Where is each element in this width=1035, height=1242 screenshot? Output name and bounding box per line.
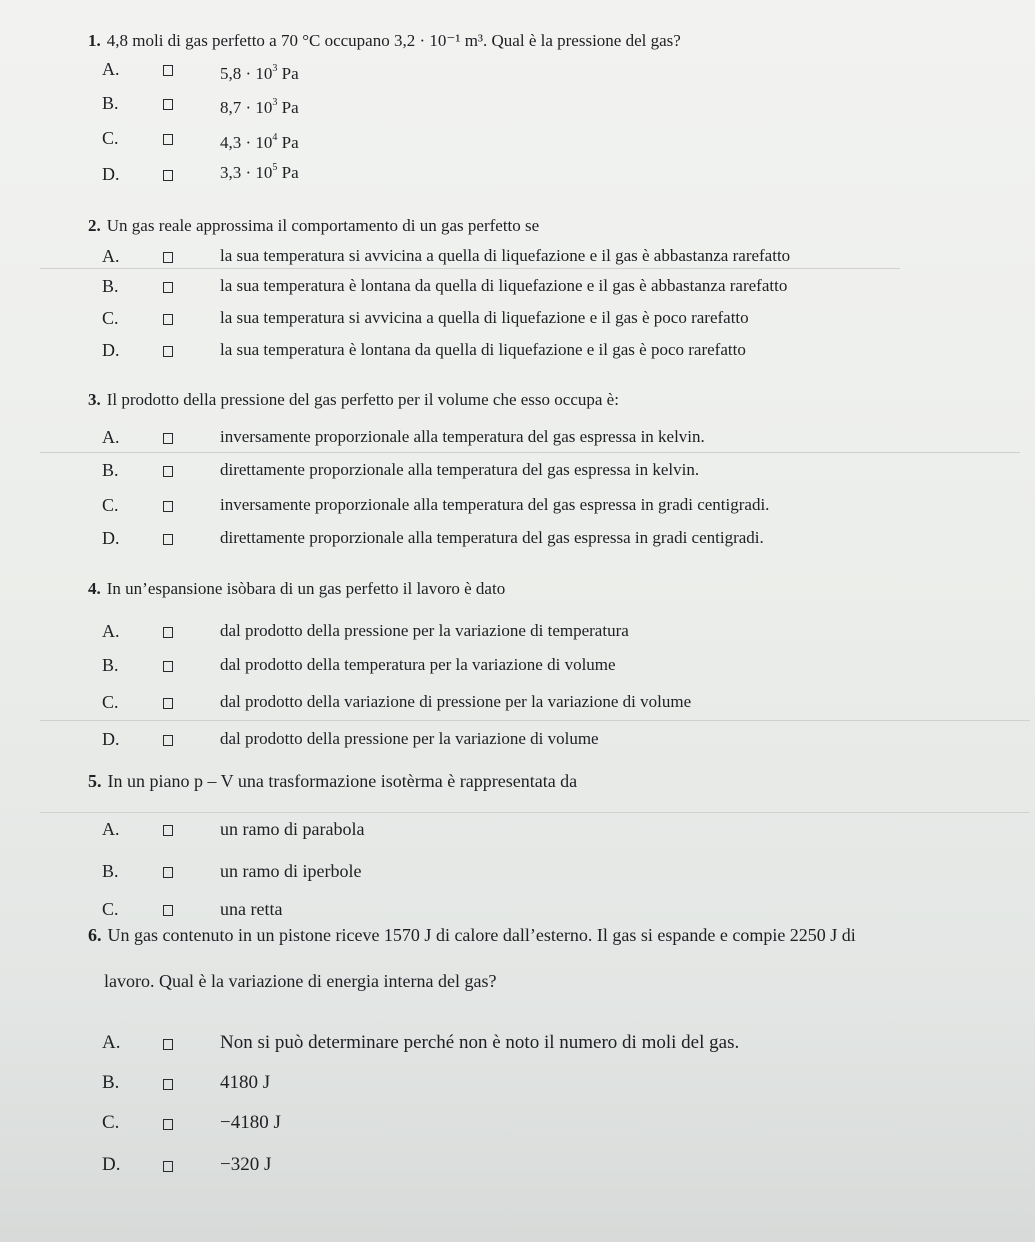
question-number: 4. [88, 579, 101, 598]
option-letter: D. [102, 164, 120, 184]
option-c[interactable] [0, 125, 1035, 159]
option-exponent: 4 [272, 132, 278, 143]
question-number: 2. [88, 216, 101, 235]
divider [40, 812, 1030, 813]
option-text: inversamente proporzionale alla temperatura del gas espressa in kelvin. [220, 427, 705, 446]
option-letter: D. [102, 729, 120, 749]
checkbox[interactable] [163, 501, 173, 512]
option-text: 4180 J [220, 1072, 271, 1093]
option-b[interactable] [0, 457, 1035, 491]
option-letter: C. [102, 495, 119, 515]
option-a[interactable] [0, 424, 1035, 458]
option-letter: D. [102, 528, 120, 548]
checkbox[interactable] [163, 534, 173, 545]
option-letter: B. [102, 93, 119, 113]
option-text [220, 155, 299, 186]
option-text: dal prodotto della temperatura per la variazione di volume [220, 655, 616, 674]
question-label: Un gas contenuto in un pistone riceve 1570 J di calore dall’esterno. Il gas si espande e compie 2250 J di [107, 925, 856, 945]
checkbox[interactable] [163, 825, 173, 836]
checkbox[interactable] [163, 99, 173, 110]
option-text: direttamente proporzionale alla temperatura del gas espressa in gradi centigradi. [220, 528, 764, 547]
option-a[interactable] [0, 56, 1035, 90]
option-letter: B. [102, 861, 119, 881]
question-text [88, 920, 856, 950]
option-exponent: 3 [272, 63, 278, 74]
checkbox[interactable] [163, 661, 173, 672]
option-c[interactable] [0, 1110, 1035, 1144]
option-b[interactable] [0, 90, 1035, 124]
option-letter: A. [102, 1032, 121, 1053]
option-exponent: 5 [272, 162, 278, 173]
option-unit: Pa [277, 133, 299, 152]
checkbox[interactable] [163, 466, 173, 477]
option-text: dal prodotto della pressione per la variazione di volume [220, 729, 599, 748]
option-b[interactable] [0, 1070, 1035, 1104]
question-label: Un gas reale approssima il comportamento di un gas perfetto se [106, 216, 540, 235]
question-text [88, 213, 539, 239]
option-letter: A. [102, 59, 120, 79]
option-letter: A. [102, 246, 120, 266]
option-text [220, 125, 299, 156]
question-text [88, 576, 505, 602]
checkbox[interactable] [163, 346, 173, 357]
question-label: Il prodotto della pressione del gas perfetto per il volume che esso occupa è: [106, 390, 619, 409]
option-b[interactable] [0, 858, 1035, 892]
question-number: 3. [88, 390, 101, 409]
option-text: la sua temperatura si avvicina a quella di liquefazione e il gas è abbastanza rarefatto [220, 246, 791, 265]
option-letter: C. [102, 1112, 120, 1133]
option-letter: D. [102, 1154, 121, 1175]
option-mantissa: 5,8 · 10 [220, 64, 273, 83]
option-exponent: 3 [272, 97, 278, 108]
option-d[interactable] [0, 726, 1035, 760]
option-d[interactable] [0, 337, 1035, 371]
question-number: 6. [88, 925, 102, 945]
option-text [220, 56, 299, 87]
option-unit: Pa [277, 163, 299, 182]
checkbox[interactable] [163, 314, 173, 325]
option-letter: B. [102, 460, 119, 480]
option-a[interactable] [0, 1030, 1035, 1064]
option-text: una retta [220, 899, 283, 919]
option-d[interactable] [0, 1152, 1035, 1186]
checkbox[interactable] [163, 867, 173, 878]
option-unit: Pa [277, 64, 299, 83]
checkbox[interactable] [163, 905, 173, 916]
option-d[interactable] [0, 525, 1035, 559]
question-label: 4,8 moli di gas perfetto a 70 °C occupano 3,2 · 10⁻¹ m³. Qual è la pressione del gas? [106, 31, 681, 50]
checkbox[interactable] [163, 65, 173, 76]
question-text [88, 387, 619, 413]
option-b[interactable] [0, 273, 1035, 307]
checkbox[interactable] [163, 282, 173, 293]
option-text: la sua temperatura si avvicina a quella di liquefazione e il gas è poco rarefatto [220, 308, 749, 327]
question-number: 5. [88, 771, 102, 791]
question-text-line2: lavoro. Qual è la variazione di energia interna del gas? [104, 971, 497, 991]
option-text: −320 J [220, 1154, 272, 1175]
question-label: In un piano p – V una trasformazione isotèrma è rappresentata da [107, 771, 578, 791]
checkbox[interactable] [163, 1161, 173, 1172]
checkbox[interactable] [163, 170, 173, 181]
option-d[interactable] [0, 161, 1035, 195]
option-letter: C. [102, 899, 119, 919]
option-text: dal prodotto della pressione per la variazione di temperatura [220, 621, 629, 640]
checkbox[interactable] [163, 698, 173, 709]
option-text: un ramo di parabola [220, 819, 365, 839]
option-letter: B. [102, 276, 119, 296]
option-text: la sua temperatura è lontana da quella di liquefazione e il gas è poco rarefatto [220, 340, 746, 359]
option-text [220, 90, 299, 121]
option-b[interactable] [0, 652, 1035, 686]
option-text: la sua temperatura è lontana da quella di liquefazione e il gas è abbastanza rarefatto [220, 276, 788, 295]
checkbox[interactable] [163, 134, 173, 145]
option-letter: A. [102, 621, 120, 641]
option-text: inversamente proporzionale alla temperatura del gas espressa in gradi centigradi. [220, 495, 770, 514]
question-text [88, 28, 681, 54]
question-label: In un’espansione isòbara di un gas perfetto il lavoro è dato [106, 579, 506, 598]
option-mantissa: 4,3 · 10 [220, 133, 273, 152]
option-text: un ramo di iperbole [220, 861, 362, 881]
checkbox[interactable] [163, 252, 173, 263]
option-letter: B. [102, 655, 119, 675]
option-text: Non si può determinare perché non è noto il numero di moli del gas. [220, 1032, 740, 1053]
option-text: −4180 J [220, 1112, 281, 1133]
checkbox[interactable] [163, 1039, 173, 1050]
option-letter: C. [102, 692, 119, 712]
option-c[interactable] [0, 492, 1035, 526]
option-letter: A. [102, 427, 120, 447]
option-a[interactable] [0, 618, 1035, 652]
option-letter: A. [102, 819, 120, 839]
option-a[interactable] [0, 816, 1035, 850]
option-text: dal prodotto della variazione di pressione per la variazione di volume [220, 692, 692, 711]
question-text [88, 768, 577, 794]
option-letter: D. [102, 340, 120, 360]
option-text: direttamente proporzionale alla temperatura del gas espressa in kelvin. [220, 460, 700, 479]
option-a[interactable] [0, 243, 1035, 277]
option-unit: Pa [277, 98, 299, 117]
option-c[interactable] [0, 689, 1035, 723]
question-number: 1. [88, 31, 101, 50]
option-letter: C. [102, 308, 119, 328]
checkbox[interactable] [163, 1079, 173, 1090]
checkbox[interactable] [163, 735, 173, 746]
option-letter: C. [102, 128, 119, 148]
option-mantissa: 8,7 · 10 [220, 98, 273, 117]
option-c[interactable] [0, 305, 1035, 339]
option-mantissa: 3,3 · 10 [220, 163, 273, 182]
option-letter: B. [102, 1072, 120, 1093]
checkbox[interactable] [163, 627, 173, 638]
checkbox[interactable] [163, 1119, 173, 1130]
checkbox[interactable] [163, 433, 173, 444]
